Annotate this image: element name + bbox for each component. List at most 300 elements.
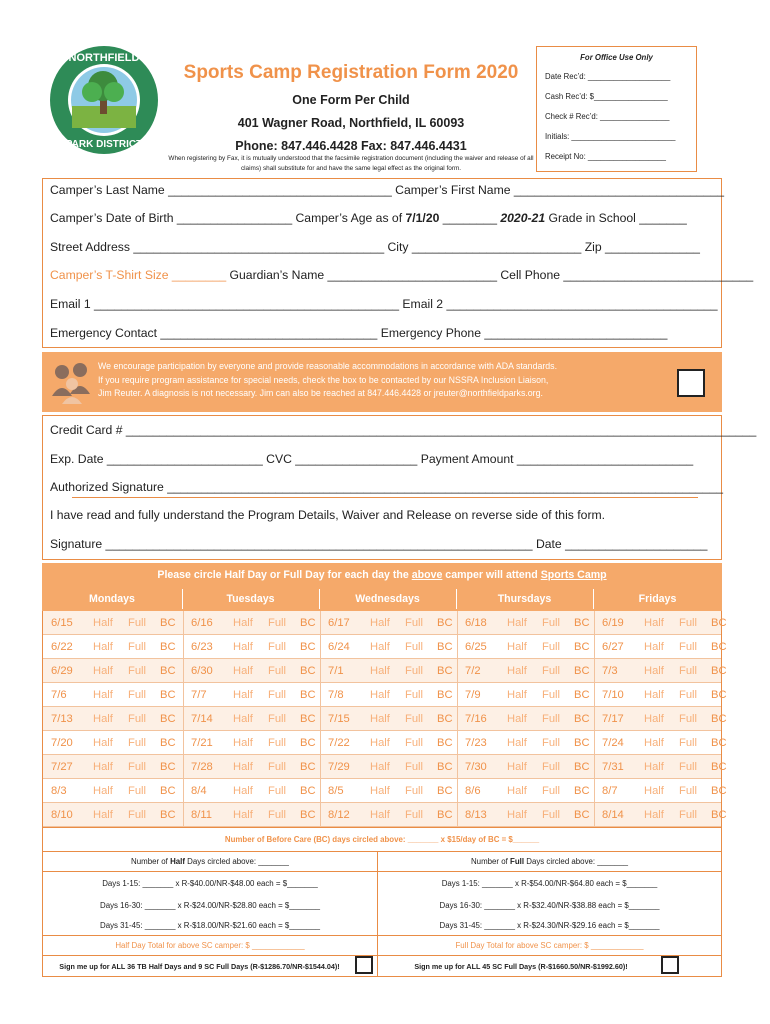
day-header-tuesday: Tuesdays <box>226 593 275 605</box>
divider <box>320 611 321 635</box>
full-day-option[interactable]: Full <box>268 713 287 725</box>
half-day-option[interactable]: Half <box>644 689 664 701</box>
full-rate-2[interactable]: Days 16-30: _______ x R-$32.40/NR-$38.88 each = $_______ <box>439 901 660 910</box>
half-day-option[interactable]: Half <box>507 761 527 773</box>
schedule-date: 6/30 <box>191 665 213 677</box>
full-day-option[interactable]: Full <box>405 713 424 725</box>
half-day-option[interactable]: Half <box>93 785 113 797</box>
divider <box>457 755 458 779</box>
full-day-option[interactable]: Full <box>542 641 561 653</box>
divider <box>457 803 458 827</box>
schedule-date: 6/27 <box>602 641 624 653</box>
schedule-date: 8/11 <box>191 809 212 821</box>
full-day-option[interactable]: Full <box>679 785 698 797</box>
before-care-option[interactable]: BC <box>711 809 727 821</box>
half-all-checkbox[interactable] <box>355 956 373 974</box>
schedule-date: 6/18 <box>465 617 487 629</box>
half-day-option[interactable]: Half <box>370 809 390 821</box>
full-day-option[interactable]: Full <box>128 665 147 677</box>
before-care-option[interactable]: BC <box>160 641 176 653</box>
half-day-option[interactable]: Half <box>370 713 390 725</box>
half-day-option[interactable]: Half <box>233 785 253 797</box>
half-count-blank: Days circled above: _______ <box>184 857 289 866</box>
schedule-date: 7/10 <box>602 689 624 701</box>
half-day-option[interactable]: Half <box>644 641 664 653</box>
schedule-date: 7/9 <box>465 689 481 701</box>
half-day-option[interactable]: Half <box>507 737 527 749</box>
half-day-option[interactable]: Half <box>233 617 253 629</box>
before-care-option[interactable]: BC <box>300 761 316 773</box>
schedule-date: 7/23 <box>465 737 487 749</box>
half-count-line[interactable] <box>43 857 377 866</box>
office-use-box <box>536 46 697 172</box>
before-care-option[interactable]: BC <box>574 617 590 629</box>
schedule-date: 8/10 <box>51 809 73 821</box>
office-title: For Office Use Only <box>580 53 653 62</box>
full-day-option[interactable]: Full <box>542 689 561 701</box>
schedule-row <box>43 755 727 779</box>
before-care-option[interactable]: BC <box>300 617 316 629</box>
day-header-monday: Mondays <box>89 593 135 605</box>
park-district-logo <box>48 44 160 156</box>
before-care-option[interactable]: BC <box>300 785 316 797</box>
agreement-text: I have read and fully understand the Program Details, Waiver and Release on reverse side of this form. <box>50 508 606 522</box>
half-day-option[interactable]: Half <box>93 761 113 773</box>
full-day-option[interactable]: Full <box>679 641 698 653</box>
full-day-option[interactable]: Full <box>128 737 147 749</box>
half-day-option[interactable]: Half <box>370 665 390 677</box>
divider <box>320 635 321 659</box>
before-care-option[interactable]: BC <box>574 713 590 725</box>
before-care-option[interactable]: BC <box>574 641 590 653</box>
ada-line-3: Jim Reuter. A diagnosis is not necessary. Jim can also be reached at 847.446.4428 or jreuter@northfieldparks.org. <box>98 388 543 398</box>
half-day-option[interactable]: Half <box>93 617 113 629</box>
half-day-option[interactable]: Half <box>233 641 253 653</box>
half-count-label: Number of <box>131 857 171 866</box>
camper-name-row[interactable]: Camper’s Last Name _________________________________ Camper’s First Name _______________________________ <box>50 183 725 197</box>
full-rate-3[interactable]: Days 31-45: _______ x R-$24.30/NR-$29.16 each = $_______ <box>439 921 660 930</box>
full-day-option[interactable]: Full <box>128 809 147 821</box>
half-day-option[interactable]: Half <box>644 785 664 797</box>
half-rate-1[interactable]: Days 1-15: _______ x R-$40.00/NR-$48.00 each = $_______ <box>102 879 318 888</box>
before-care-option[interactable]: BC <box>711 641 727 653</box>
divider <box>320 707 321 731</box>
schedule-date: 8/12 <box>328 809 350 821</box>
office-date-field[interactable]: Date Rec’d: ___________________ <box>545 72 671 81</box>
schedule-date: 6/23 <box>191 641 213 653</box>
office-initials-field[interactable]: Initials: ________________________ <box>545 132 676 141</box>
schedule-row <box>43 731 727 755</box>
full-day-option[interactable]: Full <box>679 689 698 701</box>
schedule-date: 6/29 <box>51 665 73 677</box>
half-day-option[interactable]: Half <box>233 761 253 773</box>
half-rate-2[interactable]: Days 16-30: _______ x R-$24.00/NR-$28.80 each = $_______ <box>100 901 320 910</box>
before-care-option[interactable]: BC <box>711 689 727 701</box>
full-day-option[interactable]: Full <box>542 809 561 821</box>
fax-note: When registering by Fax, it is mutually understood that the facsimile registration document (including the waiver and release of all claims) shall substitute for and have the same legal effect as the original form. <box>168 155 534 172</box>
divider <box>594 779 595 803</box>
half-day-option[interactable]: Half <box>370 641 390 653</box>
full-day-option[interactable]: Full <box>268 761 287 773</box>
before-care-option[interactable]: BC <box>160 665 176 677</box>
schedule-date: 7/29 <box>328 761 350 773</box>
half-day-option[interactable]: Half <box>93 713 113 725</box>
before-care-line[interactable]: Number of Before Care (BC) days circled above: _______ x $15/day of BC = $______ <box>224 835 540 844</box>
schedule-date: 8/5 <box>328 785 344 797</box>
before-care-option[interactable]: BC <box>711 713 727 725</box>
office-receipt-field[interactable]: Receipt No: __________________ <box>545 152 666 161</box>
full-day-option[interactable]: Full <box>405 809 424 821</box>
before-care-option[interactable]: BC <box>437 641 453 653</box>
full-all-checkbox[interactable] <box>661 956 679 974</box>
inclusion-checkbox[interactable] <box>677 369 705 397</box>
full-day-option[interactable]: Full <box>128 617 147 629</box>
full-day-option[interactable]: Full <box>268 617 287 629</box>
before-care-option[interactable]: BC <box>160 713 176 725</box>
schedule-date: 7/30 <box>465 761 487 773</box>
full-day-option[interactable]: Full <box>542 785 561 797</box>
before-care-option[interactable]: BC <box>711 761 727 773</box>
full-rate-1[interactable]: Days 1-15: _______ x R-$54.00/NR-$64.80 each = $_______ <box>441 879 658 888</box>
divider <box>457 635 458 659</box>
divider <box>594 707 595 731</box>
divider <box>320 731 321 755</box>
schedule-date: 6/16 <box>191 617 213 629</box>
full-day-option[interactable]: Full <box>268 641 287 653</box>
divider <box>320 683 321 707</box>
before-care-option[interactable]: BC <box>574 689 590 701</box>
divider <box>457 611 458 635</box>
divider <box>183 707 184 731</box>
half-day-option[interactable]: Half <box>507 665 527 677</box>
schedule-row <box>43 635 727 659</box>
half-day-option[interactable]: Half <box>370 689 390 701</box>
guardian-phone-field[interactable]: Guardian’s Name _________________________ Cell Phone ____________________________ <box>226 268 754 282</box>
before-care-option[interactable]: BC <box>300 665 316 677</box>
divider <box>457 683 458 707</box>
half-day-option[interactable]: Half <box>644 665 664 677</box>
before-care-option[interactable]: BC <box>437 737 453 749</box>
divider <box>457 731 458 755</box>
before-care-option[interactable]: BC <box>437 665 453 677</box>
full-day-option[interactable]: Full <box>405 641 424 653</box>
half-day-option[interactable]: Half <box>507 713 527 725</box>
half-day-option[interactable]: Half <box>93 737 113 749</box>
divider <box>43 955 721 956</box>
divider <box>43 851 721 852</box>
half-day-option[interactable]: Half <box>233 809 253 821</box>
full-count-blank: Days circled above: _______ <box>524 857 629 866</box>
schedule-grid <box>42 611 727 827</box>
people-group-icon <box>50 358 94 406</box>
before-care-option[interactable]: BC <box>711 737 727 749</box>
schedule-date: 6/24 <box>328 641 350 653</box>
divider <box>594 803 595 827</box>
totals-box <box>42 827 722 977</box>
office-cash-field[interactable]: Cash Rec’d: $_________________ <box>545 92 668 101</box>
schedule-date: 7/22 <box>328 737 350 749</box>
day-header-thursday: Thursdays <box>497 593 552 605</box>
schedule-date: 8/14 <box>602 809 624 821</box>
full-day-option[interactable]: Full <box>679 761 698 773</box>
tshirt-size-field[interactable]: Camper’s T-Shirt Size ________ <box>50 268 227 282</box>
before-care-option[interactable]: BC <box>711 617 727 629</box>
full-day-option[interactable]: Full <box>679 665 698 677</box>
schedule-row <box>43 707 727 731</box>
full-day-option[interactable]: Full <box>268 689 287 701</box>
schedule-date: 7/7 <box>191 689 207 701</box>
divider <box>72 497 698 498</box>
before-care-option[interactable]: BC <box>711 785 727 797</box>
half-day-option[interactable]: Half <box>370 761 390 773</box>
schedule-head-text-2: camper will attend <box>442 569 541 581</box>
before-care-option[interactable]: BC <box>437 809 453 821</box>
ada-line-1: We encourage participation by everyone and provide reasonable accommodations in accordance with ADA standards. <box>98 361 558 371</box>
schedule-date: 7/2 <box>465 665 481 677</box>
full-day-option[interactable]: Full <box>128 761 147 773</box>
divider <box>457 659 458 683</box>
ada-text <box>98 360 668 401</box>
schedule-date: 8/4 <box>191 785 207 797</box>
before-care-option[interactable]: BC <box>160 785 176 797</box>
full-day-option[interactable]: Full <box>679 809 698 821</box>
full-day-option[interactable]: Full <box>405 761 424 773</box>
full-day-option[interactable]: Full <box>405 617 424 629</box>
before-care-option[interactable]: BC <box>437 761 453 773</box>
half-rate-3[interactable]: Days 31-45: _______ x R-$18.00/NR-$21.60 each = $_______ <box>100 921 320 930</box>
schedule-date: 7/20 <box>51 737 73 749</box>
full-day-option[interactable]: Full <box>268 737 287 749</box>
before-care-option[interactable]: BC <box>437 617 453 629</box>
divider <box>320 779 321 803</box>
schedule-date: 7/14 <box>191 713 213 725</box>
full-day-option[interactable]: Full <box>542 617 561 629</box>
ada-line-2: If you require program assistance for special needs, check the box to be contacted by our NSSRA Inclusion Liaison, <box>98 374 549 385</box>
divider <box>594 755 595 779</box>
schedule-date: 8/3 <box>51 785 67 797</box>
half-day-option[interactable]: Half <box>507 617 527 629</box>
before-care-option[interactable]: BC <box>300 713 316 725</box>
before-care-option[interactable]: BC <box>437 689 453 701</box>
full-day-option[interactable]: Full <box>679 713 698 725</box>
schedule-head-text: Please circle Half Day or Full Day for each day the <box>157 569 412 581</box>
half-all-option: Sign me up for ALL 36 TB Half Days and 9 SC Full Days (R-$1286.70/NR-$1544.04)! <box>59 962 340 971</box>
half-day-option[interactable]: Half <box>233 689 253 701</box>
divider <box>183 683 184 707</box>
before-care-option[interactable]: BC <box>160 809 176 821</box>
schedule-date: 7/13 <box>51 713 73 725</box>
schedule-date: 7/24 <box>602 737 624 749</box>
full-day-option[interactable]: Full <box>405 665 424 677</box>
divider <box>320 803 321 827</box>
half-day-option[interactable]: Half <box>644 617 664 629</box>
schedule-head-above: above <box>411 569 443 581</box>
signature-date-row[interactable]: Signature _______________________________________________________________ Date _____________________ <box>50 537 708 551</box>
school-year: 2020-21 <box>500 211 546 225</box>
full-day-option[interactable]: Full <box>679 617 698 629</box>
schedule-date: 8/7 <box>602 785 618 797</box>
full-day-option[interactable]: Full <box>128 713 147 725</box>
exp-cvc-amount-row[interactable]: Exp. Date _______________________ CVC __________________ Payment Amount __________________________ <box>50 452 694 466</box>
office-check-field[interactable]: Check # Rec’d: ________________ <box>545 112 670 121</box>
schedule-date: 7/28 <box>191 761 213 773</box>
tshirt-guardian-row[interactable] <box>50 268 753 282</box>
schedule-date: 7/16 <box>465 713 487 725</box>
dob-label: Camper’s Date of Birth _________________ Camper’s Age as of <box>50 211 406 225</box>
before-care-option[interactable]: BC <box>437 785 453 797</box>
full-day-option[interactable]: Full <box>405 785 424 797</box>
schedule-head-camp: Sports Camp <box>540 569 607 581</box>
half-day-option[interactable]: Half <box>233 713 253 725</box>
half-day-option[interactable]: Half <box>233 665 253 677</box>
age-blank: ________ <box>439 211 501 225</box>
full-day-option[interactable]: Full <box>542 713 561 725</box>
full-day-option[interactable]: Full <box>542 665 561 677</box>
schedule-date: 7/17 <box>602 713 624 725</box>
half-day-option[interactable]: Half <box>507 689 527 701</box>
before-care-option[interactable]: BC <box>160 689 176 701</box>
full-day-total[interactable]: Full Day Total for above SC camper: $ ____________ <box>455 941 644 950</box>
half-day-option[interactable]: Half <box>93 689 113 701</box>
age-date: 7/1/20 <box>405 211 440 225</box>
before-care-option[interactable]: BC <box>574 761 590 773</box>
full-day-option[interactable]: Full <box>542 737 561 749</box>
half-day-option[interactable]: Half <box>370 785 390 797</box>
divider <box>457 779 458 803</box>
full-day-option[interactable]: Full <box>405 737 424 749</box>
svg-text:NORTHFIELD: NORTHFIELD <box>68 52 140 64</box>
camper-dob-row[interactable] <box>50 211 687 225</box>
half-day-option[interactable]: Half <box>507 809 527 821</box>
full-day-option[interactable]: Full <box>128 641 147 653</box>
schedule-date: 6/17 <box>328 617 350 629</box>
full-day-option[interactable]: Full <box>128 785 147 797</box>
address-row[interactable]: Street Address _____________________________________ City _________________________ Zip ______________ <box>50 240 700 254</box>
full-word: Full <box>510 857 525 866</box>
schedule-date: 7/15 <box>328 713 350 725</box>
schedule-row <box>43 659 727 683</box>
before-care-option[interactable]: BC <box>574 809 590 821</box>
half-day-total[interactable]: Half Day Total for above SC camper: $ ____________ <box>115 941 305 950</box>
grade-label: Grade in School _______ <box>545 211 687 225</box>
divider <box>43 935 721 936</box>
half-day-option[interactable]: Half <box>233 737 253 749</box>
half-day-option[interactable]: Half <box>644 713 664 725</box>
before-care-option[interactable]: BC <box>574 737 590 749</box>
day-header-friday: Fridays <box>638 593 677 605</box>
before-care-option[interactable]: BC <box>574 665 590 677</box>
half-day-option[interactable]: Half <box>93 665 113 677</box>
before-care-option[interactable]: BC <box>160 617 176 629</box>
full-day-option[interactable]: Full <box>268 665 287 677</box>
half-day-option[interactable]: Half <box>644 761 664 773</box>
divider <box>183 731 184 755</box>
divider <box>320 755 321 779</box>
schedule-row <box>43 803 727 827</box>
day-header-wednesday: Wednesdays <box>355 593 420 605</box>
divider <box>594 611 595 635</box>
schedule-date: 6/19 <box>602 617 624 629</box>
half-day-option[interactable]: Half <box>644 809 664 821</box>
schedule-row <box>43 611 727 635</box>
divider <box>594 659 595 683</box>
before-care-option[interactable]: BC <box>300 641 316 653</box>
full-all-option: Sign me up for ALL 45 SC Full Days (R-$1660.50/NR-$1992.60)! <box>414 962 628 971</box>
weekday-header <box>42 587 722 611</box>
camper-info-box <box>42 178 725 348</box>
half-day-option[interactable]: Half <box>507 785 527 797</box>
schedule-date: 6/25 <box>465 641 487 653</box>
schedule-date: 7/21 <box>191 737 213 749</box>
schedule-date: 7/1 <box>328 665 344 677</box>
divider <box>377 851 378 977</box>
before-care-option[interactable]: BC <box>160 737 176 749</box>
schedule-date: 6/22 <box>51 641 73 653</box>
schedule-date: 7/3 <box>602 665 618 677</box>
divider <box>183 803 184 827</box>
full-day-option[interactable]: Full <box>268 785 287 797</box>
before-care-option[interactable]: BC <box>437 713 453 725</box>
credit-card-field[interactable]: Credit Card # _____________________________________________________________________________________________ <box>50 423 757 437</box>
before-care-option[interactable]: BC <box>160 761 176 773</box>
divider <box>183 755 184 779</box>
authorized-signature-field[interactable]: Authorized Signature __________________________________________________________________________________ <box>50 480 724 494</box>
full-day-option[interactable]: Full <box>679 737 698 749</box>
address: 401 Wagner Road, Northfield, IL 60093 <box>237 116 465 130</box>
schedule-row <box>43 779 727 803</box>
schedule-date: 7/6 <box>51 689 67 701</box>
schedule-date: 7/31 <box>602 761 624 773</box>
half-day-option[interactable]: Half <box>370 737 390 749</box>
schedule-date: 8/13 <box>465 809 487 821</box>
schedule-date: 7/27 <box>51 761 73 773</box>
full-day-option[interactable]: Full <box>542 761 561 773</box>
email-row[interactable]: Email 1 _____________________________________________ Email 2 ________________________________________ <box>50 297 718 311</box>
schedule-date: 6/15 <box>51 617 73 629</box>
divider <box>183 611 184 635</box>
divider <box>183 635 184 659</box>
full-day-option[interactable]: Full <box>128 689 147 701</box>
divider <box>320 659 321 683</box>
full-day-option[interactable]: Full <box>405 689 424 701</box>
half-day-option[interactable]: Half <box>370 617 390 629</box>
divider <box>183 659 184 683</box>
phone-fax: Phone: 847.446.4428 Fax: 847.446.4431 <box>235 139 467 153</box>
half-day-option[interactable]: Half <box>644 737 664 749</box>
before-care-option[interactable]: BC <box>711 665 727 677</box>
form-title: Sports Camp Registration Form 2020 <box>183 62 519 83</box>
schedule-instructions <box>42 563 722 587</box>
half-word: Half <box>170 857 185 866</box>
half-day-option[interactable]: Half <box>93 809 113 821</box>
divider <box>43 871 721 872</box>
half-day-option[interactable]: Half <box>507 641 527 653</box>
full-count-line[interactable] <box>378 857 721 866</box>
emergency-row[interactable]: Emergency Contact ________________________________ Emergency Phone ___________________________ <box>50 326 668 340</box>
form-subtitle: One Form Per Child <box>292 93 410 107</box>
divider <box>594 683 595 707</box>
half-day-option[interactable]: Half <box>93 641 113 653</box>
before-care-option[interactable]: BC <box>300 809 316 821</box>
before-care-option[interactable]: BC <box>300 689 316 701</box>
schedule-date: 7/8 <box>328 689 344 701</box>
full-day-option[interactable]: Full <box>268 809 287 821</box>
before-care-option[interactable]: BC <box>300 737 316 749</box>
before-care-option[interactable]: BC <box>574 785 590 797</box>
divider <box>594 731 595 755</box>
divider <box>594 635 595 659</box>
divider <box>183 779 184 803</box>
